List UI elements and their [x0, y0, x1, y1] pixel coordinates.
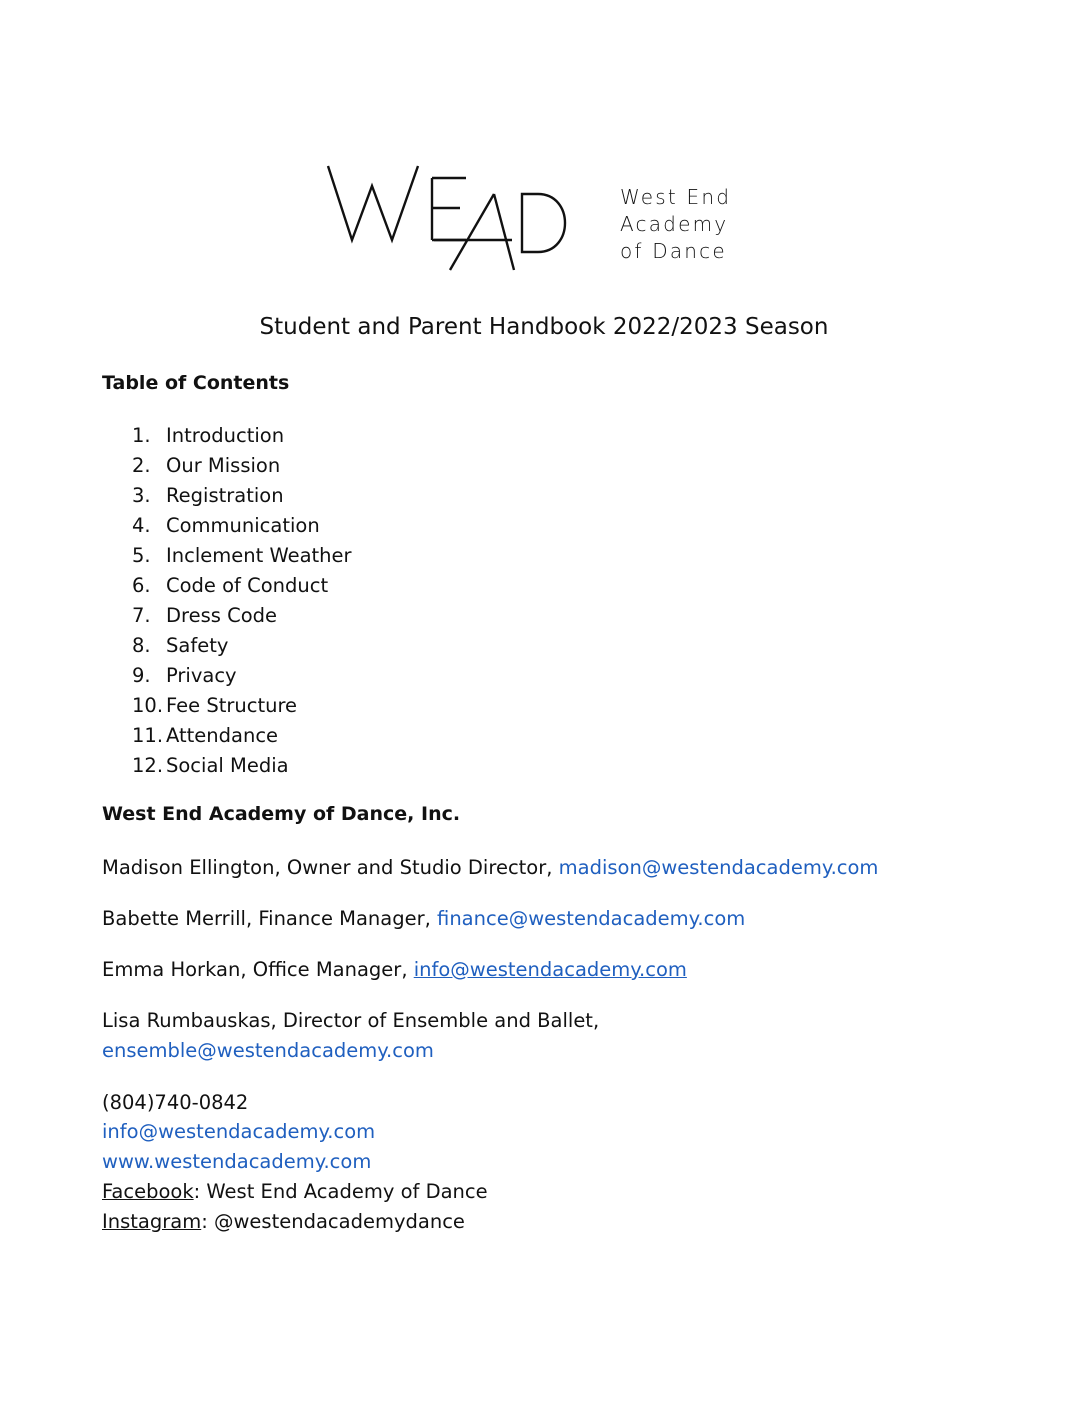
- instagram-link[interactable]: Instagram: [102, 1210, 202, 1233]
- logo-line-2: Academy: [620, 212, 729, 236]
- toc-item-label: Inclement Weather: [166, 544, 352, 567]
- toc-item-label: Attendance: [166, 724, 279, 747]
- toc-item-label: Communication: [166, 514, 320, 537]
- toc-item-number: 2.: [132, 454, 151, 477]
- toc-item: [102, 631, 352, 661]
- wead-logo-mark: [322, 158, 592, 278]
- wead-logo: [322, 158, 742, 278]
- toc-item-label: Fee Structure: [166, 694, 298, 717]
- staff-entry: [102, 904, 745, 934]
- toc-item: [102, 571, 352, 601]
- toc-item: [102, 691, 352, 721]
- staff-email-link[interactable]: finance@westendacademy.com: [437, 907, 746, 930]
- facebook-value: : West End Academy of Dance: [193, 1180, 488, 1203]
- staff-entry-text: Madison Ellington, Owner and Studio Director,: [102, 856, 559, 879]
- toc-item-label: Registration: [166, 484, 284, 507]
- toc-item-number: 5.: [132, 544, 151, 567]
- toc-item-label: Our Mission: [166, 454, 281, 477]
- toc-item: [102, 661, 352, 691]
- toc-item-label: Safety: [166, 634, 229, 657]
- logo-line-1: West End: [620, 185, 732, 209]
- toc-item-number: 4.: [132, 514, 151, 537]
- toc-item: [102, 751, 352, 781]
- staff-entry-continued: [102, 1036, 434, 1066]
- toc-item-number: 10.: [132, 694, 164, 717]
- staff-email-link[interactable]: ensemble@westendacademy.com: [102, 1039, 434, 1062]
- toc-item-number: 8.: [132, 634, 151, 657]
- instagram-value: : @westendacademydance: [201, 1210, 465, 1233]
- toc-item-number: 7.: [132, 604, 151, 627]
- staff-entry-text: Lisa Rumbauskas, Director of Ensemble and Ballet,: [102, 1009, 600, 1032]
- toc-item-number: 11.: [132, 724, 164, 747]
- toc-item-number: 3.: [132, 484, 151, 507]
- website-link[interactable]: www.westendacademy.com: [102, 1150, 372, 1173]
- toc-item-label: Dress Code: [166, 604, 278, 627]
- toc-item: [102, 421, 352, 451]
- table-of-contents: [102, 421, 352, 781]
- toc-item-number: 1.: [132, 424, 151, 447]
- toc-item-label: Social Media: [166, 754, 289, 777]
- toc-item: [102, 511, 352, 541]
- staff-entry: [102, 1006, 599, 1036]
- toc-item: [102, 601, 352, 631]
- staff-entry: [102, 955, 687, 985]
- instagram-line: [102, 1207, 465, 1237]
- toc-item: [102, 721, 352, 751]
- logo-brand-text: [620, 184, 731, 265]
- toc-item-number: 12.: [132, 754, 164, 777]
- staff-entry-text: Babette Merrill, Finance Manager,: [102, 907, 438, 930]
- toc-item-number: 9.: [132, 664, 151, 687]
- toc-item-label: Privacy: [166, 664, 237, 687]
- facebook-link[interactable]: Facebook: [102, 1180, 194, 1203]
- toc-heading: Table of Contents: [102, 372, 290, 394]
- staff-email-link[interactable]: info@westendacademy.com: [413, 958, 687, 981]
- staff-email-link[interactable]: madison@westendacademy.com: [558, 856, 879, 879]
- document-subtitle: Student and Parent Handbook 2022/2023 Season: [259, 314, 829, 340]
- org-heading: West End Academy of Dance, Inc.: [102, 803, 461, 825]
- toc-item: [102, 541, 352, 571]
- toc-item-label: Code of Conduct: [166, 574, 329, 597]
- toc-item: [102, 451, 352, 481]
- toc-item: [102, 481, 352, 511]
- facebook-line: [102, 1177, 488, 1207]
- staff-entry-text: Emma Horkan, Office Manager,: [102, 958, 414, 981]
- contact-phone: (804)740-0842: [102, 1091, 249, 1114]
- toc-item-number: 6.: [132, 574, 151, 597]
- toc-item-label: Introduction: [166, 424, 285, 447]
- staff-entry: [102, 853, 878, 883]
- contact-email-link[interactable]: info@westendacademy.com: [102, 1120, 376, 1143]
- logo-line-3: of Dance: [620, 239, 727, 263]
